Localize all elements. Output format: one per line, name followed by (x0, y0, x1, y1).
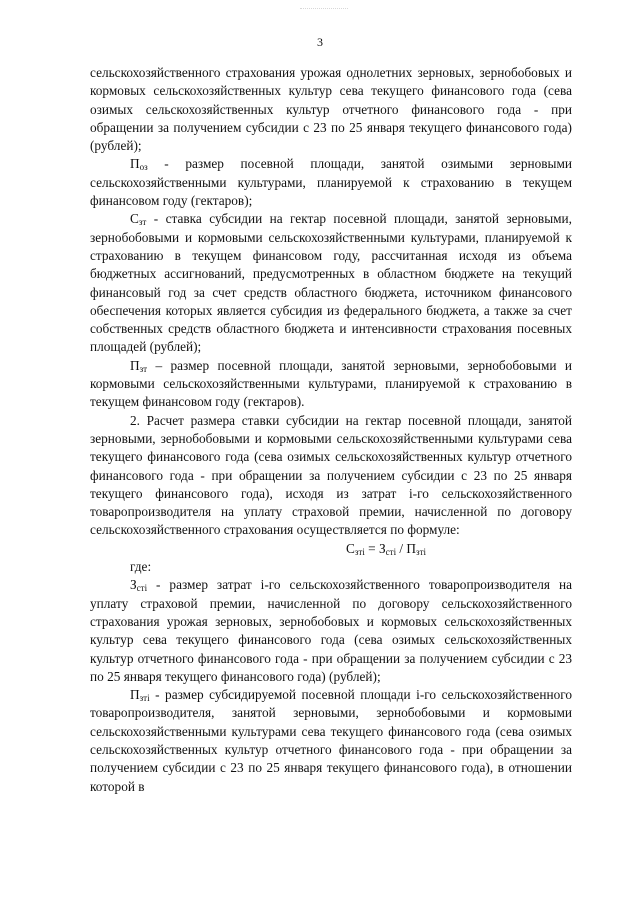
text-run: - размер посевной площади, занятой озимыми зерновыми сельскохозяйственными культурами, планируемой к страхованию в текущем финансовом году (гектаров); (90, 156, 572, 209)
text-run: С (130, 211, 139, 227)
paragraph (90, 210, 572, 356)
text-run: = З (364, 540, 386, 556)
text-run: С (345, 540, 355, 556)
text-run: сельскохозяйственного страхования урожая однолетних зерновых, зернобобовых и кормовых сельскохозяйственных культур сева текущего финансового года (сева озимых сельскохозяйственных культур отчетного финансового года - при обращении за получением субсидии с 23 по 25 января текущего финансового года) (рублей); (90, 65, 572, 154)
text-run: – размер посевной площади, занятой зерновыми, зернобобовыми и кормовыми сельскохозяйственными культурами, планируемой к страхованию в текущем финансовом году (гектаров). (90, 357, 572, 410)
paragraph (90, 155, 572, 210)
document-body (90, 64, 572, 796)
text-run: 2. Расчет размера ставки субсидии на гектар посевной площади, занятой зерновыми, зернобобовыми и кормовыми сельскохозяйственными культурами сева текущего финансового года (сева озимых сельскохозяйственных культур отчетного финансового года - при обращении за получением субсидии с 23 по 25 января текущего финансового года), исходя из затрат i-го сельскохозяйственного товаропроизводителя на уплату страховой премии, начисленной по договору сельскохозяйственного страхования осуществляется по формуле: (90, 412, 572, 538)
subscript: зт (139, 363, 148, 374)
text-run: - размер субсидируемой посевной площади i-го сельскохозяйственного товаропроизводителя, занятой зерновыми, зернобобовыми и кормовыми сельскохозяйственными культурами сева текущего финансового года (сева озимых сельскохозяйственных культур отчетного финансового года - при обращении за получением субсидии с 23 по 25 января текущего финансового года), в отношении которой в (90, 687, 572, 794)
subscript: зтi (139, 693, 150, 704)
text-run: - ставка субсидии на гектар посевной площади, занятой зерновыми, зернобобовыми и кормовыми сельскохозяйственными культурами, планируемой к страхованию в текущем финансовом году, рассчитанная исходя из объема бюджетных ассигнований, предусмотренных в областном бюджете на текущий финансовый год за счет средств областного бюджета, источником финансового обеспечения которых является субсидия из федерального бюджета, а также за счет собственных средств областного бюджета и интенсивности страхования посевных площадей (рублей); (90, 211, 572, 355)
page-number: 3 (317, 35, 323, 49)
subscript: зтi (354, 546, 365, 557)
subscript: оз (139, 162, 148, 173)
text-run: П (130, 357, 140, 373)
subscript: стi (385, 546, 397, 557)
paragraph (90, 576, 572, 686)
scan-artifact (300, 8, 348, 11)
paragraph (90, 686, 572, 796)
formula (90, 540, 572, 558)
paragraph (90, 64, 572, 155)
paragraph (90, 558, 572, 576)
text-run: - размер затрат i-го сельскохозяйственного товаропроизводителя на уплату страховой премии, начисленной по договору сельскохозяйственного страхования урожая зерновых, зернобобовых и кормовых сельскохозяйственных культур сева текущего финансового года (сева озимых сельскохозяйственных культур отчетного финансового года - при обращении за получением субсидии с 23 по 25 января текущего финансового года) (рублей); (90, 577, 572, 684)
subscript: зтi (416, 546, 427, 557)
text-run: П (130, 156, 140, 172)
text-run: П (130, 687, 140, 703)
text-run: З (130, 577, 137, 593)
paragraph (90, 357, 572, 412)
subscript: стi (136, 583, 148, 594)
paragraph (90, 412, 572, 540)
text-run: / П (396, 540, 417, 556)
text-run: где: (130, 559, 152, 575)
subscript: зт (138, 217, 147, 228)
